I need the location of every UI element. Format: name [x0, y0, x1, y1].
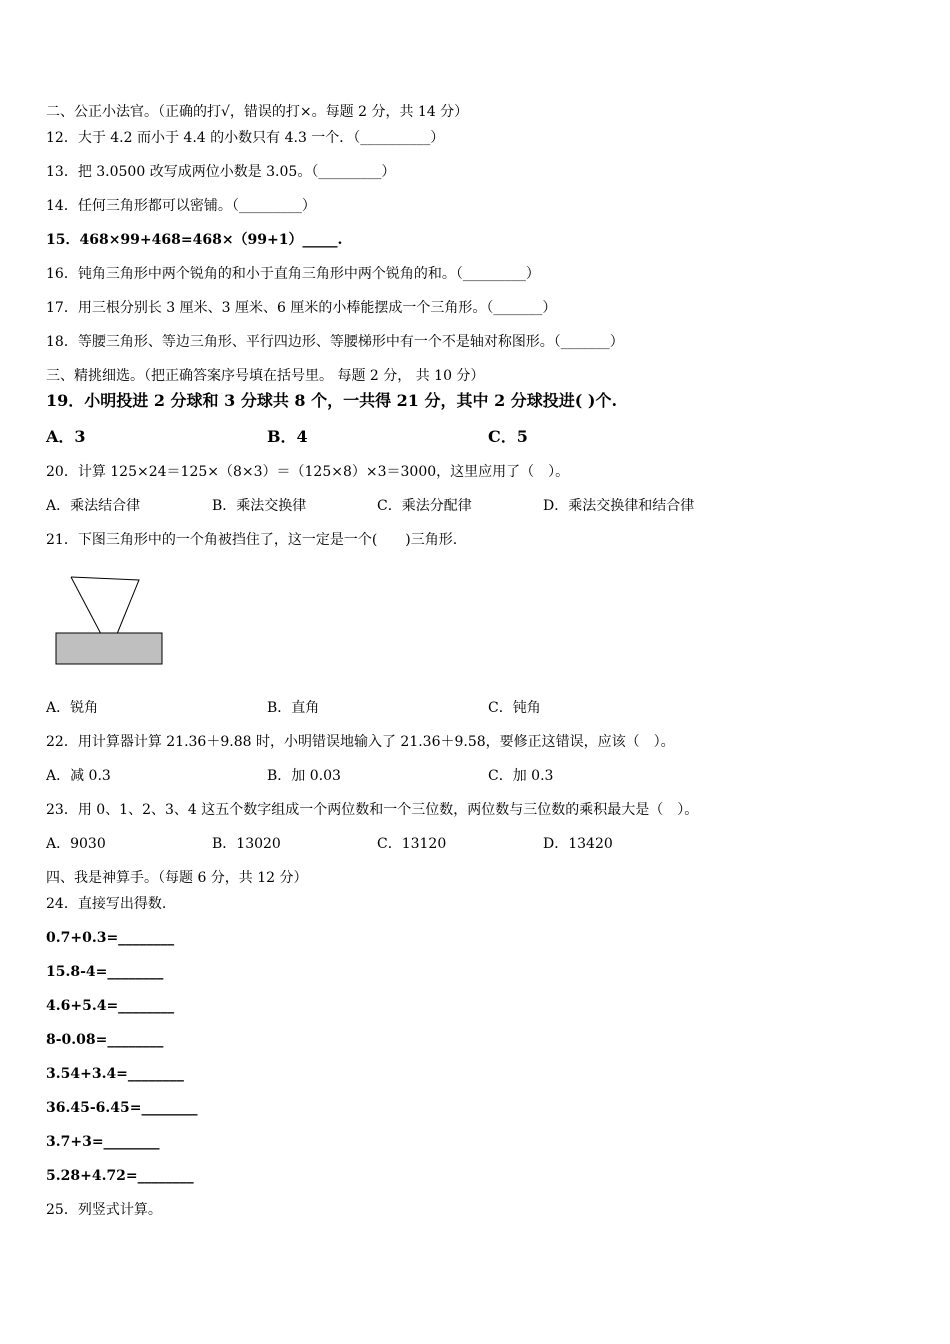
question-20-option-a: A．乘法结合律 — [46, 498, 141, 514]
question-22-option-b: B．加 0.03 — [267, 768, 341, 784]
question-19-stem: 19．小明投进 2 分球和 3 分球共 8 个，一共得 21 分，其中 2 分球投进( )个. — [46, 391, 618, 410]
question-20-option-c: C．乘法分配律 — [377, 498, 472, 514]
question-22-option-a: A．减 0.3 — [46, 768, 111, 784]
section2-heading: 二、公正小法官。（正确的打√，错误的打×。每题 2 分，共 14 分） — [46, 104, 469, 120]
calc-item-7: 3.7+3=________ — [46, 1134, 160, 1150]
question-19-option-a: A．3 — [46, 427, 86, 446]
question-15: 15．468×99+468=468×（99+1）_____. — [46, 232, 343, 248]
calc-item-5: 3.54+3.4=________ — [46, 1066, 184, 1082]
question-23-option-a: A．9030 — [46, 836, 106, 852]
question-20-option-b: B．乘法交换律 — [212, 498, 307, 514]
calc-item-8: 5.28+4.72=________ — [46, 1168, 194, 1184]
question-21-stem: 21．下图三角形中的一个角被挡住了，这一定是一个( )三角形. — [46, 532, 458, 548]
question-20-stem: 20．计算 125×24＝125×（8×3）＝（125×8）×3＝3000，这里应用了（ ）。 — [46, 464, 570, 480]
question-16: 16．钝角三角形中两个锐角的和小于直角三角形中两个锐角的和。（_________） — [46, 266, 540, 282]
triangle-figure — [50, 572, 170, 670]
question-24-stem: 24．直接写出得数. — [46, 896, 167, 912]
question-21-option-c: C．钝角 — [488, 700, 541, 716]
calc-item-4: 8-0.08=________ — [46, 1032, 164, 1048]
question-23-option-d: D．13420 — [543, 836, 613, 852]
covering-block — [56, 633, 162, 664]
question-13: 13．把 3.0500 改写成两位小数是 3.05。（_________） — [46, 164, 396, 180]
question-12: 12．大于 4.2 而小于 4.4 的小数只有 4.3 一个．（__________） — [46, 130, 445, 146]
question-20-option-d: D．乘法交换律和结合律 — [543, 498, 695, 514]
question-22-stem: 22．用计算器计算 21.36＋9.88 时，小明错误地输入了 21.36＋9.58，要修正这错误，应该（ ）。 — [46, 734, 675, 750]
question-25: 25．列竖式计算。 — [46, 1202, 162, 1218]
question-21-option-b: B．直角 — [267, 700, 320, 716]
question-21-option-a: A．锐角 — [46, 700, 99, 716]
calc-item-3: 4.6+5.4=________ — [46, 998, 175, 1014]
section4-heading: 四、我是神算手。（每题 6 分，共 12 分） — [46, 870, 308, 886]
question-14: 14．任何三角形都可以密铺。（_________） — [46, 198, 316, 214]
question-22-option-c: C．加 0.3 — [488, 768, 554, 784]
section3-heading: 三、精挑细选。（把正确答案序号填在括号里。 每题 2 分， 共 10 分） — [46, 368, 485, 384]
calc-item-1: 0.7+0.3=________ — [46, 930, 175, 946]
triangle-outline — [71, 577, 139, 634]
question-23-option-b: B．13020 — [212, 836, 281, 852]
question-17: 17．用三根分别长 3 厘米、3 厘米、6 厘米的小棒能摆成一个三角形。（_______） — [46, 300, 557, 316]
question-19-option-b: B．4 — [267, 427, 308, 446]
question-23-stem: 23．用 0、1、2、3、4 这五个数字组成一个两位数和一个三位数，两位数与三位数的乘积最大是（ ）。 — [46, 802, 699, 818]
calc-item-2: 15.8-4=________ — [46, 964, 164, 980]
question-23-option-c: C．13120 — [377, 836, 447, 852]
question-19-option-c: C．5 — [488, 427, 528, 446]
triangle-left-side — [71, 577, 101, 634]
calc-item-6: 36.45-6.45=________ — [46, 1100, 198, 1116]
question-18: 18．等腰三角形、等边三角形、平行四边形、等腰梯形中有一个不是轴对称图形。（_______） — [46, 334, 624, 350]
